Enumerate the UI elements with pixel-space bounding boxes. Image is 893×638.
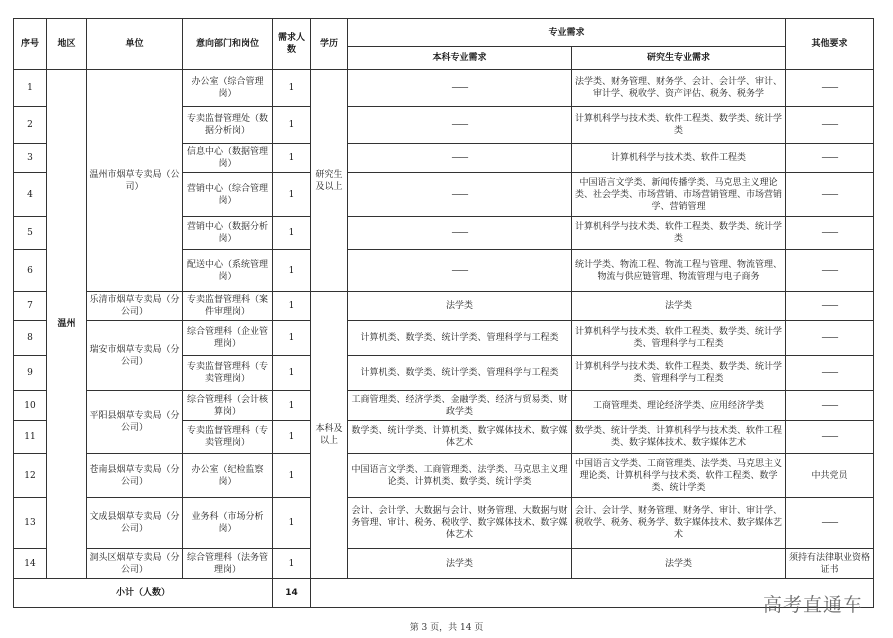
cell-graduate: 计算机科学与技术类、软件工程类、数学类、统计学类、管理科学与工程类 — [572, 356, 786, 391]
cell-other: —— — [786, 173, 874, 217]
table-row — [14, 321, 874, 356]
header-region: 地区 — [47, 19, 87, 70]
region-label: 温州 — [57, 319, 76, 329]
table-row — [14, 70, 874, 107]
cell-seq: 5 — [14, 217, 47, 250]
cell-count: 1 — [273, 391, 311, 421]
cell-graduate: 中国语言文学类、工商管理类、法学类、马克思主义理论类、计算机科学与技术类、软件工程类、数学类、统计学类 — [572, 454, 786, 498]
cell-count: 1 — [273, 250, 311, 292]
cell-post: 专卖监督管理科（专卖管理岗） — [183, 421, 273, 454]
cell-seq: 13 — [14, 498, 47, 549]
cell-graduate: 计算机科学与技术类、软件工程类 — [572, 144, 786, 173]
cell-unit: 乐清市烟草专卖局（分公司） — [87, 292, 183, 321]
total-value: 14 — [273, 579, 311, 608]
header-bachelor: 本科专业需求 — [348, 47, 572, 70]
page-number: 第 3 页，共 14 页 — [409, 623, 484, 633]
cell-unit: 苍南县烟草专卖局（分公司） — [87, 454, 183, 498]
cell-bachelor: 会计、会计学、大数据与会计、财务管理、大数据与财务管理、审计、税务、税收学、数字媒体技术、数字媒体艺术 — [348, 498, 572, 549]
cell-post: 业务科（市场分析岗） — [183, 498, 273, 549]
cell-education: 本科及以上 — [311, 292, 348, 579]
cell-graduate: 数学类、统计学类、计算机科学与技术类、软件工程类、数字媒体技术、数字媒体艺术 — [572, 421, 786, 454]
cell-other: —— — [786, 107, 874, 144]
cell-other: —— — [786, 356, 874, 391]
cell-seq: 2 — [14, 107, 47, 144]
cell-bachelor: —— — [348, 217, 572, 250]
cell-bachelor: —— — [348, 173, 572, 217]
cell-bachelor: 工商管理类、经济学类、金融学类、经济与贸易类、财政学类 — [348, 391, 572, 421]
cell-post: 办公室（纪检监察岗） — [183, 454, 273, 498]
cell-graduate: 统计学类、物流工程、物流工程与管理、物流管理、物流与供应链管理、物流管理与电子商务 — [572, 250, 786, 292]
cell-post: 综合管理科（会计核算岗） — [183, 391, 273, 421]
header-major-req: 专业需求 — [348, 19, 786, 47]
header-dept-post: 意向部门和岗位 — [183, 19, 273, 70]
cell-graduate: 中国语言文学类、新闻传播学类、马克思主义理论类、社会学类、市场营销、市场营销管理、市场营销学、营销管理 — [572, 173, 786, 217]
cell-other: 中共党员 — [786, 454, 874, 498]
header-seq: 序号 — [14, 19, 47, 70]
cell-count: 1 — [273, 549, 311, 579]
cell-post: 办公室（综合管理岗） — [183, 70, 273, 107]
cell-post: 营销中心（综合管理岗） — [183, 173, 273, 217]
cell-unit: 瑞安市烟草专卖局（分公司） — [87, 321, 183, 391]
table-row — [14, 292, 874, 321]
cell-other: —— — [786, 70, 874, 107]
cell-count: 1 — [273, 107, 311, 144]
header-other: 其他要求 — [786, 19, 874, 70]
cell-graduate: 计算机科学与技术类、软件工程类、数学类、统计学类 — [572, 217, 786, 250]
cell-count: 1 — [273, 173, 311, 217]
cell-count: 1 — [273, 70, 311, 107]
cell-graduate: 法学类、财务管理、财务学、会计、会计学、审计、审计学、税收学、资产评估、税务、税务学 — [572, 70, 786, 107]
cell-bachelor: 法学类 — [348, 292, 572, 321]
cell-post: 专卖监督管理处（数据分析岗） — [183, 107, 273, 144]
cell-other: —— — [786, 217, 874, 250]
table-row — [14, 391, 874, 421]
cell-seq: 4 — [14, 173, 47, 217]
cell-seq: 11 — [14, 421, 47, 454]
cell-other: —— — [786, 292, 874, 321]
cell-bachelor: 中国语言文学类、工商管理类、法学类、马克思主义理论类、计算机类、数学类、统计学类 — [348, 454, 572, 498]
cell-post: 配送中心（系统管理岗） — [183, 250, 273, 292]
cell-other: —— — [786, 321, 874, 356]
cell-count: 1 — [273, 217, 311, 250]
cell-other: —— — [786, 250, 874, 292]
header-count: 需求人数 — [273, 19, 311, 70]
cell-region — [47, 70, 87, 579]
cell-post: 信息中心（数据管理岗） — [183, 144, 273, 173]
cell-count: 1 — [273, 144, 311, 173]
cell-graduate: 会计、会计学、财务管理、财务学、审计、审计学、税收学、税务、税务学、数字媒体技术、数字媒体艺术 — [572, 498, 786, 549]
cell-bachelor: 数学类、统计学类、计算机类、数字媒体技术、数字媒体艺术 — [348, 421, 572, 454]
cell-graduate: 计算机科学与技术类、软件工程类、数学类、统计学类、管理科学与工程类 — [572, 321, 786, 356]
cell-education: 研究生及以上 — [311, 70, 348, 292]
cell-other: —— — [786, 144, 874, 173]
header-education: 学历 — [311, 19, 348, 70]
cell-seq: 7 — [14, 292, 47, 321]
cell-bachelor: —— — [348, 250, 572, 292]
cell-other: —— — [786, 421, 874, 454]
cell-seq: 10 — [14, 391, 47, 421]
cell-post: 专卖监督管理科（专卖管理岗） — [183, 356, 273, 391]
table-row — [14, 454, 874, 498]
cell-bachelor: —— — [348, 70, 572, 107]
cell-seq: 3 — [14, 144, 47, 173]
cell-other: —— — [786, 498, 874, 549]
cell-post: 营销中心（数据分析岗） — [183, 217, 273, 250]
cell-seq: 8 — [14, 321, 47, 356]
cell-count: 1 — [273, 454, 311, 498]
header-graduate: 研究生专业需求 — [572, 47, 786, 70]
cell-count: 1 — [273, 356, 311, 391]
cell-bachelor: —— — [348, 107, 572, 144]
table-row — [14, 498, 874, 549]
cell-count: 1 — [273, 498, 311, 549]
header-row-1 — [14, 19, 874, 47]
cell-count: 1 — [273, 421, 311, 454]
cell-post: 综合管理科（企业管理岗） — [183, 321, 273, 356]
cell-unit: 文成县烟草专卖局（分公司） — [87, 498, 183, 549]
total-label: 小计（人数） — [14, 579, 273, 608]
cell-post: 专卖监督管理科（案件审理岗） — [183, 292, 273, 321]
table-row — [14, 549, 874, 579]
total-row — [14, 579, 874, 608]
cell-unit: 洞头区烟草专卖局（分公司） — [87, 549, 183, 579]
cell-seq: 14 — [14, 549, 47, 579]
cell-count: 1 — [273, 292, 311, 321]
recruitment-table — [13, 18, 874, 608]
cell-count: 1 — [273, 321, 311, 356]
cell-seq: 6 — [14, 250, 47, 292]
cell-other: 须持有法律职业资格证书 — [786, 549, 874, 579]
cell-bachelor: —— — [348, 144, 572, 173]
cell-seq: 9 — [14, 356, 47, 391]
cell-graduate: 计算机科学与技术类、软件工程类、数学类、统计学类 — [572, 107, 786, 144]
cell-graduate: 法学类 — [572, 549, 786, 579]
cell-graduate: 工商管理类、理论经济学类、应用经济学类 — [572, 391, 786, 421]
cell-other: —— — [786, 391, 874, 421]
watermark: 高考直通车 — [762, 594, 863, 616]
cell-unit: 温州市烟草专卖局（公司） — [87, 70, 183, 292]
cell-bachelor: 计算机类、数学类、统计学类、管理科学与工程类 — [348, 356, 572, 391]
cell-bachelor: 计算机类、数学类、统计学类、管理科学与工程类 — [348, 321, 572, 356]
cell-unit: 平阳县烟草专卖局（分公司） — [87, 391, 183, 454]
cell-graduate: 法学类 — [572, 292, 786, 321]
cell-post: 综合管理科（法务管理岗） — [183, 549, 273, 579]
cell-seq: 1 — [14, 70, 47, 107]
cell-seq: 12 — [14, 454, 47, 498]
header-unit: 单位 — [87, 19, 183, 70]
cell-bachelor: 法学类 — [348, 549, 572, 579]
